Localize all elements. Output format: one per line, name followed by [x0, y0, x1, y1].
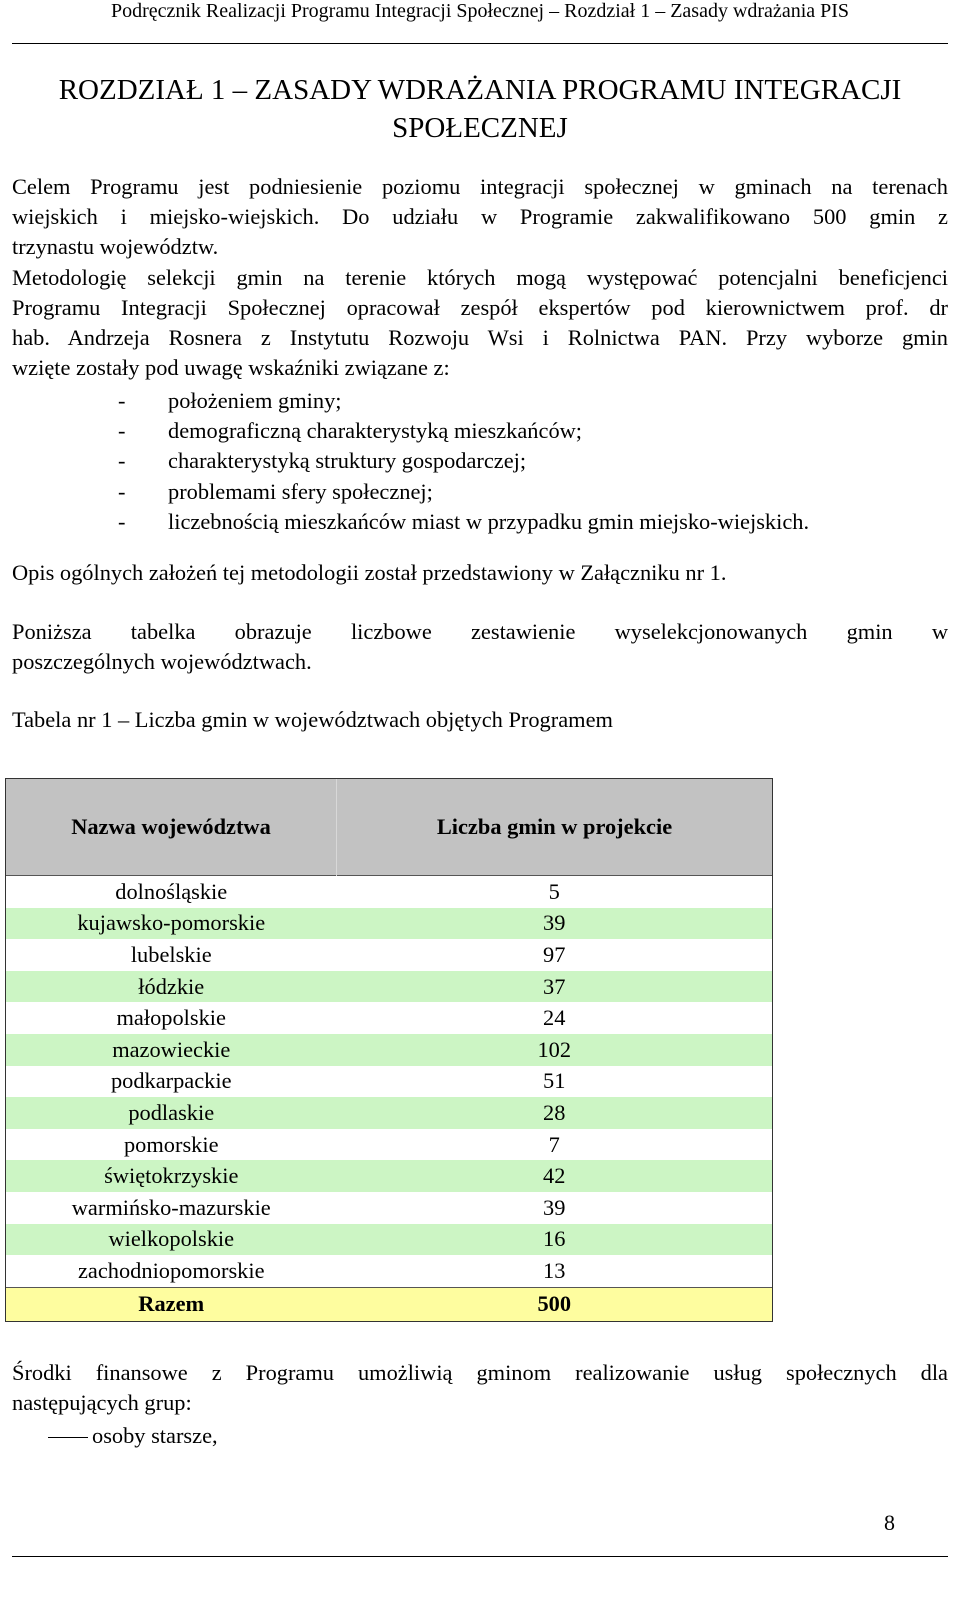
gmin-count: 16 [337, 1224, 773, 1256]
voivodeship-name: dolnośląskie [6, 876, 337, 908]
table-row [6, 1034, 772, 1066]
voivodeship-name: kujawsko-pomorskie [6, 908, 337, 940]
gmin-count: 28 [337, 1097, 773, 1129]
gmin-count: 39 [337, 1192, 773, 1224]
table-row [6, 1192, 772, 1224]
running-header: Podręcznik Realizacji Programu Integracji Społecznej – Rozdział 1 – Zasady wdrażania PIS [110, 0, 850, 22]
table-row [6, 1129, 772, 1161]
table-row [6, 1002, 772, 1034]
funds-paragraph [12, 1358, 948, 1418]
table-row [6, 1066, 772, 1098]
gmin-count: 102 [337, 1034, 773, 1066]
table-row [6, 1160, 772, 1192]
voivodeship-name: łódzkie [6, 971, 337, 1003]
intro-line: Programu Integracji Społecznej opracował zespół ekspertów pod kierownictwem prof. dr [12, 294, 948, 320]
chapter-title-line-1: ROZDZIAŁ 1 – ZASADY WDRAŻANIA PROGRAMU INTEGRACJI [58, 74, 902, 106]
methodology-paragraph: Opis ogólnych założeń tej metodologii został przedstawiony w Załączniku nr 1. [12, 560, 727, 585]
total-label: Razem [6, 1287, 337, 1321]
table-intro-paragraph [12, 617, 948, 677]
funds-line: Środki finansowe z Programu umożliwią gminom realizowanie usług społecznych dla [12, 1360, 948, 1385]
bullet-dash: - [118, 478, 126, 504]
chapter-title-line-2: SPOŁECZNEJ [392, 112, 568, 144]
list-item [118, 386, 809, 416]
intro-line: Metodologię selekcji gmin na terenie których mogą występować potencjalni beneficjenci [12, 264, 948, 290]
voivodeship-name: świętokrzyskie [6, 1160, 337, 1192]
voivodeship-table [6, 779, 772, 1321]
list-item [118, 507, 809, 537]
intro-line: trzynastu województw. [12, 234, 219, 260]
gmin-count: 7 [337, 1129, 773, 1161]
intro-line: wzięte zostały pod uwagę wskaźniki związane z: [12, 355, 450, 381]
list-item-text: demograficzną charakterystyką mieszkańców; [168, 418, 583, 444]
voivodeship-name: lubelskie [6, 939, 337, 971]
gmin-count: 13 [337, 1255, 773, 1287]
voivodeship-name: zachodniopomorskie [6, 1255, 337, 1287]
voivodeship-name: podkarpackie [6, 1066, 337, 1098]
table-caption: Tabela nr 1 – Liczba gmin w województwach objętych Programem [12, 707, 613, 732]
intro-line: Celem Programu jest podniesienie poziomu integracji społecznej w gminach na terenach [12, 174, 948, 199]
table-row [6, 1097, 772, 1129]
group-list-item [48, 1421, 218, 1451]
table-row [6, 908, 772, 940]
gmin-count: 51 [337, 1066, 773, 1098]
group-list-item-text: osoby starsze, [92, 1423, 218, 1448]
intro-text [12, 172, 948, 383]
page-number: 8 [884, 1510, 895, 1535]
voivodeship-name: małopolskie [6, 1002, 337, 1034]
table-row [6, 1255, 772, 1287]
chapter-title [12, 71, 948, 147]
list-item-text: liczebnością mieszkańców miast w przypadku gmin miejsko-wiejskich. [168, 508, 810, 534]
gmin-count: 24 [337, 1002, 773, 1034]
table-intro-line: poszczególnych województwach. [12, 649, 312, 675]
table-header-row [6, 779, 772, 876]
column-header-voivodeship: Nazwa województwa [6, 779, 337, 876]
voivodeship-name: wielkopolskie [6, 1224, 337, 1256]
bullet-dash: - [118, 508, 126, 534]
list-item [118, 446, 809, 476]
gmin-count: 42 [337, 1160, 773, 1192]
voivodeship-name: podlaskie [6, 1097, 337, 1129]
voivodeship-name: pomorskie [6, 1129, 337, 1161]
footer-rule [12, 1556, 948, 1557]
intro-line: wiejskich i miejsko-wiejskich. Do udziału w Programie zakwalifikowano 500 gmin z [12, 204, 948, 230]
intro-line: hab. Andrzeja Rosnera z Instytutu Rozwoju Wsi i Rolnictwa PAN. Przy wyborze gmin [12, 325, 948, 351]
header-rule [12, 43, 948, 44]
em-dash-bullet [48, 1437, 88, 1438]
list-item [118, 416, 809, 446]
table-intro-line: Poniższa tabelka obrazuje liczbowe zestawienie wyselekcjonowanych gmin w [12, 619, 948, 644]
list-item-text: charakterystyką struktury gospodarczej; [168, 448, 527, 474]
gmin-count: 5 [337, 876, 773, 908]
indicator-list [118, 386, 809, 537]
table-row [6, 971, 772, 1003]
gmin-count: 37 [337, 971, 773, 1003]
bullet-dash: - [118, 448, 126, 474]
total-value: 500 [337, 1287, 773, 1321]
list-item [118, 477, 809, 507]
voivodeship-name: warmińsko-mazurskie [6, 1192, 337, 1224]
list-item-text: problemami sfery społecznej; [168, 478, 433, 504]
bullet-dash: - [118, 388, 126, 413]
gmin-count: 97 [337, 939, 773, 971]
table-row [6, 876, 772, 908]
table-row [6, 939, 772, 971]
column-header-count: Liczba gmin w projekcie [337, 779, 773, 876]
list-item-text: położeniem gminy; [168, 388, 342, 413]
table-total-row [6, 1287, 772, 1321]
voivodeship-name: mazowieckie [6, 1034, 337, 1066]
bullet-dash: - [118, 418, 126, 444]
gmin-count: 39 [337, 908, 773, 940]
table-row [6, 1224, 772, 1256]
funds-line: następujących grup: [12, 1390, 192, 1416]
